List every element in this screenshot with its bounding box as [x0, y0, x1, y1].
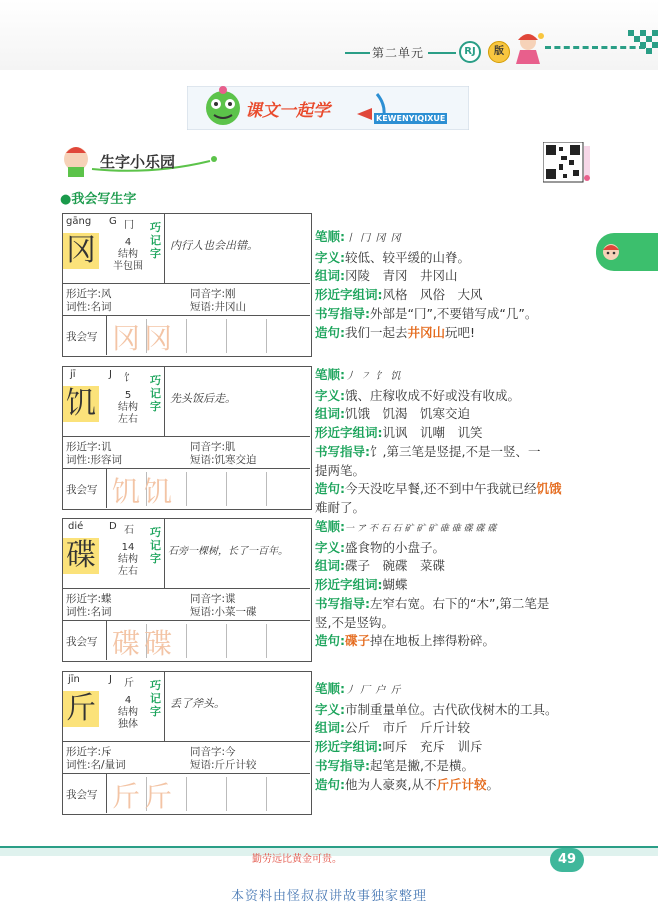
- writing-guide: 左窄右宽。右下的“木”,第二笔是: [370, 595, 550, 611]
- card-big-char: 冈: [63, 233, 99, 269]
- card-structure-label: 结构: [118, 249, 138, 260]
- card-homophone: 同音字:肌: [190, 441, 236, 453]
- meaning-key: 字义:: [315, 387, 345, 403]
- writing-guide-key: 书写指导:: [315, 305, 370, 321]
- writing-guide-cont: 提两笔。: [315, 462, 366, 478]
- stroke-order: 丿 ㇇ 饣 饥: [345, 371, 402, 382]
- card-radical-letter: J: [109, 369, 112, 380]
- stroke-order: 丿 厂 户 斤: [345, 685, 402, 696]
- card-pos: 词性:名/量词: [66, 759, 126, 771]
- footer-motto: 勤劳远比黄金可贵。: [252, 854, 342, 865]
- card-phrase: 短语:斤斤计较: [190, 759, 257, 771]
- sentence-part: 他为人豪爽,从不: [345, 776, 437, 792]
- near-form-words-key: 形近字组词:: [315, 577, 383, 593]
- card-homophone: 同音字:今: [190, 746, 236, 758]
- card-structure-label: 结构: [118, 402, 138, 413]
- meaning: 较低、较平缓的山脊。: [345, 249, 471, 265]
- card-structure: 独体: [118, 719, 138, 730]
- meaning: 饿、庄稼收成不好或没有收成。: [345, 387, 521, 403]
- meaning-key: 字义:: [315, 249, 345, 265]
- card-pos: 词性:形容词: [66, 454, 123, 466]
- stroke-order: 一 ア 不 石 石 矿 矿 矿 碓 碓 碟 碟 碟: [345, 524, 497, 534]
- card-pinyin: jīn: [68, 674, 80, 685]
- writing-guide-key: 书写指导:: [315, 757, 370, 773]
- card-phrase: 短语:饥寒交迫: [190, 454, 257, 466]
- meaning-key: 字义:: [315, 701, 345, 717]
- words-key: 组词:: [315, 406, 345, 422]
- stroke-order: 丨 冂 冈 冈: [345, 233, 402, 244]
- char-card-3: [62, 518, 312, 662]
- near-form-words: 蝴蝶: [382, 577, 408, 593]
- near-form-words: 讥讽 讥嘲 讥笑: [382, 425, 483, 441]
- card-write-label: 我会写: [66, 636, 98, 648]
- writing-guide-key: 书写指导:: [315, 595, 370, 611]
- mascot-face-icon: [600, 240, 622, 262]
- card-qiaoji-label: 巧记字: [150, 526, 161, 565]
- card-radical: 斤: [124, 678, 134, 689]
- near-form-words-key: 形近字组词:: [315, 425, 383, 441]
- card-radical: 石: [124, 525, 134, 536]
- card-practice-chars[interactable]: 碟碟: [112, 627, 177, 660]
- card-stroke-count: 14: [121, 542, 135, 553]
- card-pos: 词性:名词: [66, 301, 112, 313]
- card-radical-letter: G: [109, 216, 117, 227]
- card-hint: 内行人也会出错。: [170, 239, 258, 252]
- sentence-part: 掉在地板上摔得粉碎。: [370, 633, 496, 649]
- card-write-label: 我会写: [66, 484, 98, 496]
- card-hint: 丢了斧头。: [170, 697, 225, 710]
- card-pinyin: jī: [70, 369, 76, 380]
- stroke-order-key: 笔顺:: [315, 229, 345, 244]
- sentence-part: 。: [486, 776, 500, 792]
- words: 饥饿 饥渴 饥寒交迫: [345, 406, 471, 422]
- meaning: 盛食物的小盘子。: [345, 539, 446, 555]
- detail-block-2: [315, 366, 595, 518]
- card-practice-chars[interactable]: 冈冈: [112, 322, 177, 355]
- card-phrase: 短语:小菜一碟: [190, 606, 257, 618]
- edition-badge-ban: 版: [488, 41, 510, 63]
- card-homophone: 同音字:谍: [190, 593, 236, 605]
- card-radical-letter: D: [109, 521, 117, 532]
- card-structure: 半包围: [113, 261, 143, 272]
- sentence-part: 难耐了。: [315, 499, 366, 515]
- card-radical: 饣: [124, 373, 134, 384]
- words-key: 组词:: [315, 558, 345, 574]
- writing-guide: 起笔是撇,不是横。: [370, 757, 474, 773]
- char-card-1: [62, 213, 312, 357]
- near-form-words-key: 形近字组词:: [315, 287, 383, 303]
- card-near-form: 形近字:风: [66, 288, 112, 300]
- card-hint: 石旁一棵树，长了一百年。: [168, 546, 288, 557]
- sentence-key: 造句:: [315, 633, 345, 649]
- header-band: [0, 0, 658, 70]
- card-stroke-count: 4: [124, 695, 132, 706]
- unit-label: 第二单元: [372, 46, 425, 60]
- unit-line-left: [345, 52, 370, 54]
- sentence-highlight: 斤斤计较: [436, 776, 487, 792]
- words: 公斤 市斤 斤斤计较: [345, 720, 471, 736]
- char-card-4: [62, 671, 312, 815]
- writing-guide-key: 书写指导:: [315, 443, 370, 459]
- near-form-words-key: 形近字组词:: [315, 739, 383, 755]
- sentence-part: 玩吧!: [445, 324, 476, 340]
- char-card-2: [62, 366, 312, 510]
- meaning: 市制重量单位。古代砍伐树木的工具。: [345, 701, 558, 717]
- card-pos: 词性:名词: [66, 606, 112, 618]
- card-big-char: 碟: [63, 538, 99, 574]
- detail-block-3: [315, 518, 595, 651]
- words-key: 组词:: [315, 268, 345, 284]
- near-form-words: 呵斥 充斥 训斥: [382, 739, 483, 755]
- card-qiaoji-label: 巧记字: [150, 221, 161, 260]
- banner-title: 课文一起学: [245, 101, 330, 121]
- stroke-order-key: 笔顺:: [315, 681, 345, 696]
- writing-guide-cont: 竖,不是竖钩。: [315, 614, 394, 630]
- page-number: 49: [550, 848, 584, 872]
- sentence-part: 我们一起去: [345, 324, 408, 340]
- footer-credit: 本资料由怪叔叔讲故事独家整理: [230, 889, 427, 904]
- card-near-form: 形近字:讥: [66, 441, 112, 453]
- stroke-order-key: 笔顺:: [315, 367, 345, 382]
- card-hint: 先头饭后走。: [170, 392, 236, 405]
- sentence-key: 造句:: [315, 324, 345, 340]
- card-structure: 左右: [118, 566, 138, 577]
- banner-english: KEWENYIQIXUE: [376, 114, 446, 123]
- card-big-char: 饥: [63, 386, 99, 422]
- card-write-label: 我会写: [66, 789, 98, 801]
- card-pinyin: dié: [68, 521, 84, 532]
- near-form-words: 风格 风俗 大风: [382, 287, 483, 303]
- detail-block-1: [315, 228, 595, 342]
- card-near-form: 形近字:蝶: [66, 593, 112, 605]
- unit-line-right: [428, 52, 456, 54]
- card-structure: 左右: [118, 414, 138, 425]
- sentence-key: 造句:: [315, 481, 345, 497]
- writing-guide: 饣,第三笔是竖提,不是一竖、一: [370, 443, 541, 459]
- card-radical-letter: J: [109, 674, 112, 685]
- words: 碟子 碗碟 菜碟: [345, 558, 446, 574]
- checker-pattern-icon: [628, 30, 658, 60]
- writing-guide: 外部是“冂”,不要错写成“几”。: [370, 305, 538, 321]
- card-qiaoji-label: 巧记字: [150, 679, 161, 718]
- card-structure-label: 结构: [118, 554, 138, 565]
- words-key: 组词:: [315, 720, 345, 736]
- card-phrase: 短语:井冈山: [190, 301, 247, 313]
- card-stroke-count: 5: [124, 390, 132, 401]
- card-big-char: 斤: [63, 691, 99, 727]
- fairy-mascot-icon: [508, 28, 548, 68]
- edition-badge-rj: RJ: [459, 41, 481, 63]
- detail-block-4: [315, 680, 595, 794]
- section-subtitle: ●我会写生字: [60, 192, 137, 207]
- meaning-key: 字义:: [315, 539, 345, 555]
- stroke-order-key: 笔顺:: [315, 519, 345, 534]
- sentence-highlight: 饥饿: [536, 481, 562, 497]
- sentence-part: 今天没吃早餐,还不到中午我就已经: [345, 481, 537, 497]
- card-write-label: 我会写: [66, 331, 98, 343]
- sentence-highlight: 井冈山: [407, 324, 446, 340]
- card-practice-chars[interactable]: 饥饥: [112, 475, 177, 508]
- card-practice-chars[interactable]: 斤斤: [112, 780, 177, 813]
- card-radical: 冂: [124, 220, 134, 231]
- card-structure-label: 结构: [118, 707, 138, 718]
- card-homophone: 同音字:刚: [190, 288, 236, 300]
- section-title: 生字小乐园: [100, 153, 176, 171]
- qr-code-icon[interactable]: [543, 142, 591, 184]
- sentence-key: 造句:: [315, 776, 345, 792]
- card-pinyin: gāng: [66, 216, 92, 227]
- card-stroke-count: 4: [124, 237, 132, 248]
- card-near-form: 形近字:斥: [66, 746, 112, 758]
- card-qiaoji-label: 巧记字: [150, 374, 161, 413]
- words: 冈陵 青冈 井冈山: [345, 268, 458, 284]
- sentence-highlight: 碟子: [345, 633, 371, 649]
